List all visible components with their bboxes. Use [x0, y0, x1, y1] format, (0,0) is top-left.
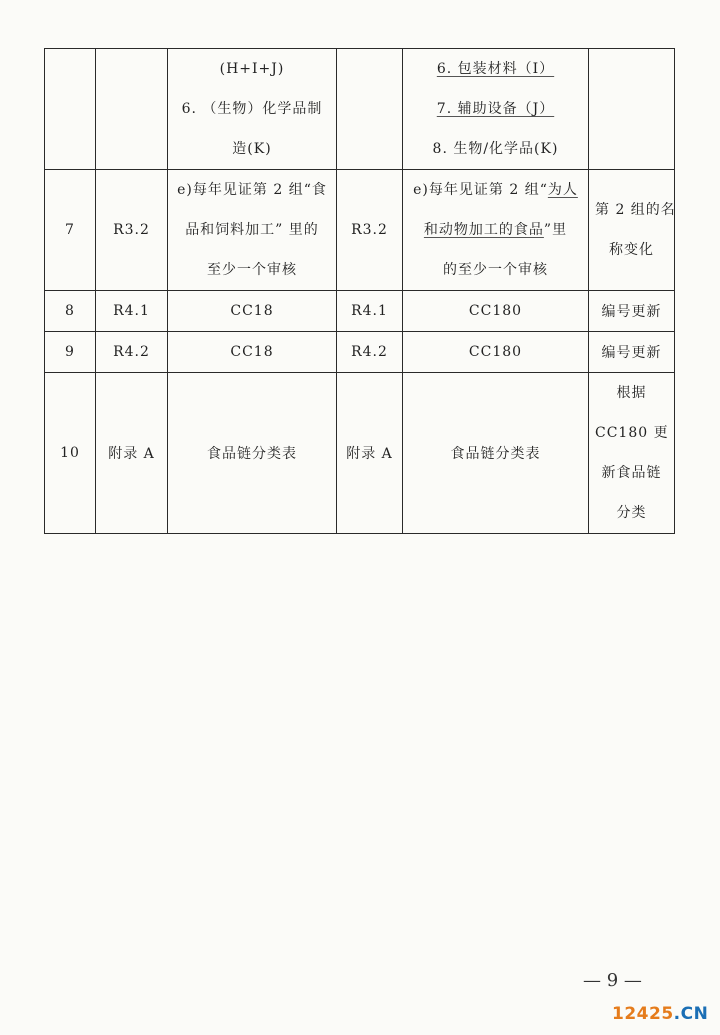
change-note	[589, 49, 675, 170]
new-clause: R3.2	[337, 170, 403, 291]
table-row-8	[45, 291, 675, 332]
comparison-table	[44, 48, 675, 534]
table-row-continued	[45, 49, 675, 170]
old-content: (H+I+J) 6. （生物）化学品制 造(K)	[168, 49, 337, 170]
new-content: CC180	[403, 291, 589, 332]
new-content: CC180	[403, 332, 589, 373]
old-clause: R4.1	[96, 291, 168, 332]
row-no: 9	[45, 332, 96, 373]
old-content: e)每年见证第 2 组“食 品和饲料加工” 里的 至少一个审核	[168, 170, 337, 291]
new-clause: 附录 A	[337, 373, 403, 534]
old-clause: R3.2	[96, 170, 168, 291]
watermark-logo: 12425.CN	[612, 1004, 709, 1024]
new-clause: R4.1	[337, 291, 403, 332]
new-clause	[337, 49, 403, 170]
page-number: — 9 —	[583, 970, 642, 991]
change-note: 根据 CC180 更 新食品链 分类	[589, 373, 675, 534]
change-note: 编号更新	[589, 291, 675, 332]
change-note: 编号更新	[589, 332, 675, 373]
old-content: CC18	[168, 291, 337, 332]
change-note: 第 2 组的名 称变化	[589, 170, 675, 291]
old-content: CC18	[168, 332, 337, 373]
new-content: e)每年见证第 2 组“为人 和动物加工的食品”里 的至少一个审核	[403, 170, 589, 291]
row-no: 7	[45, 170, 96, 291]
row-no: 8	[45, 291, 96, 332]
table-row-9	[45, 332, 675, 373]
new-content: 6. 包装材料（I） 7. 辅助设备（J） 8. 生物/化学品(K)	[403, 49, 589, 170]
old-content: 食品链分类表	[168, 373, 337, 534]
table-row-10	[45, 373, 675, 534]
new-content: 食品链分类表	[403, 373, 589, 534]
old-clause: 附录 A	[96, 373, 168, 534]
row-no: 10	[45, 373, 96, 534]
table-row-7	[45, 170, 675, 291]
row-no	[45, 49, 96, 170]
old-clause	[96, 49, 168, 170]
old-clause: R4.2	[96, 332, 168, 373]
new-clause: R4.2	[337, 332, 403, 373]
